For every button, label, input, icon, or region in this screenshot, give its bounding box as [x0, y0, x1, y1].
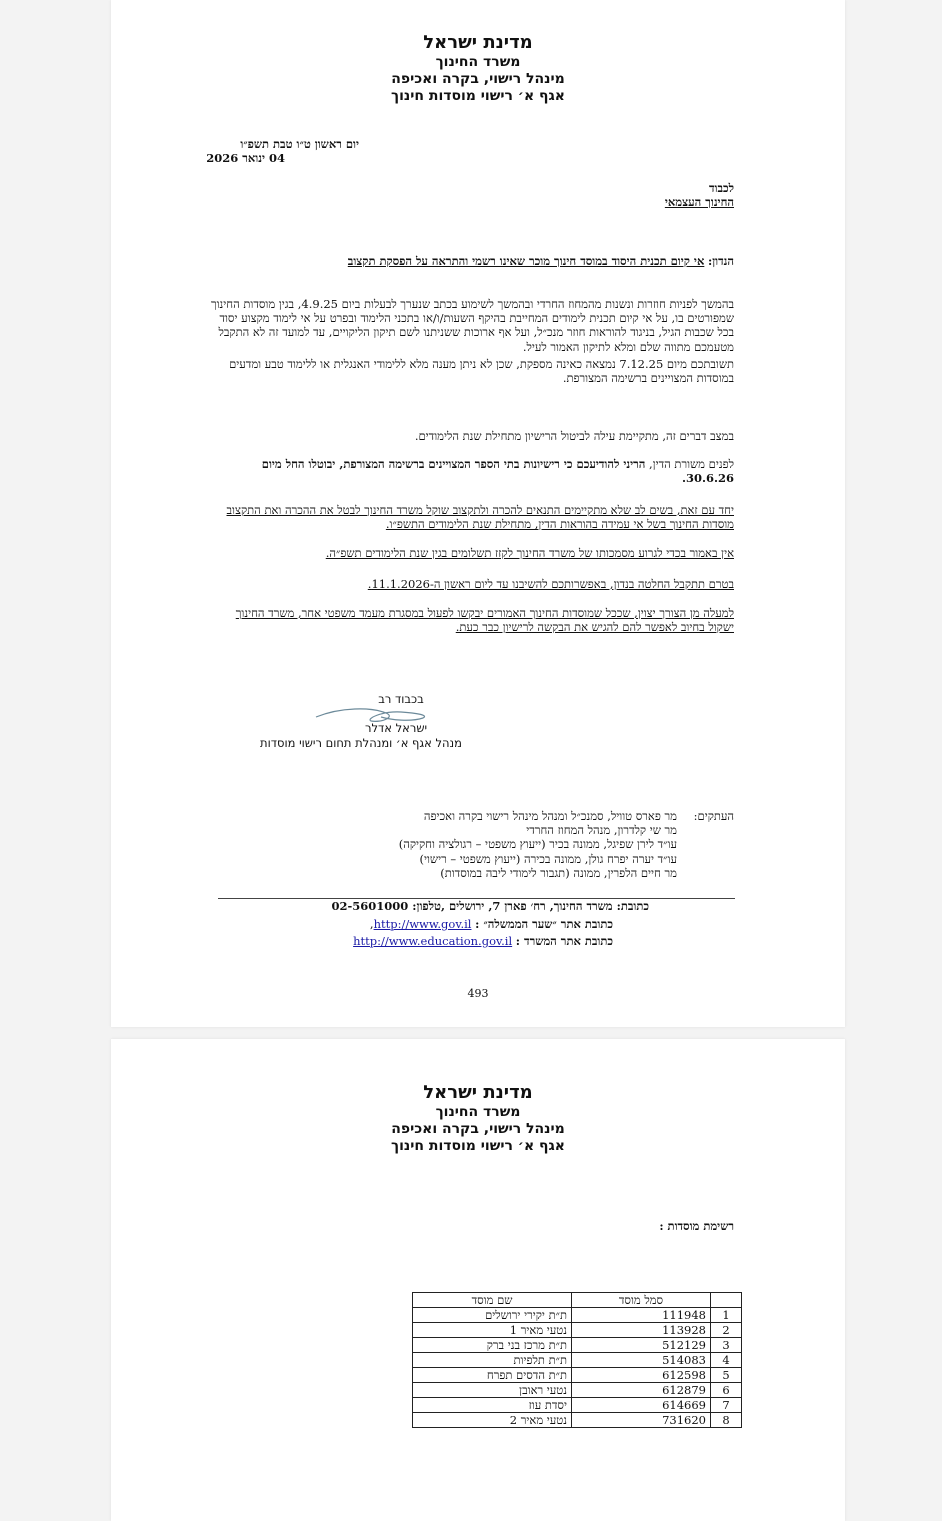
paragraph-7: למעלה מן הצורך יצוין, שככל שמוסדות החינוך האמורים יבקשו לפעול במסגרת מעמד משפטי אחר, משרד החינוך ישקול בחיוב לאפשר להם להגיש את הבקשה לרישיון כבר כעת.	[235, 606, 734, 635]
header-cell-index	[711, 1293, 742, 1308]
signature-title: מנהל אגף א׳ ומנהלת תחום רישוי מוסדות	[260, 736, 462, 750]
letterhead-ministry: משרד החינוך	[435, 1104, 521, 1120]
paragraph-4-plain: לפנים משורת הדין,	[645, 457, 734, 471]
cell-code: 514083	[572, 1353, 711, 1368]
cell-code: 113928	[572, 1323, 711, 1338]
header-cell-code: סמל מוסד	[572, 1293, 711, 1308]
cell-index: 4	[711, 1353, 742, 1368]
copy-item: מר פארס טוויל, סמנכ״ל ומנהל מינהל רישוי בקרה ואכיפה	[423, 809, 677, 823]
letter-page-1	[111, 0, 845, 1027]
letterhead-state: מדינת ישראל	[423, 32, 533, 53]
footer-ministry-site	[213, 934, 613, 948]
subject-text: אי קיום תכנית היסוד במוסד חינוך מוכר שאינו רשמי והתראה על הפסקת תקצוב	[347, 254, 705, 268]
cell-code: 614669	[572, 1398, 711, 1413]
letterhead-division: אגף א׳ רישוי מוסדות חינוך	[391, 88, 565, 104]
table-row	[413, 1323, 742, 1338]
paragraph-1: בהמשך לפניות חוזרות ונשנות מהמחוז החרדי ובהמשך לשימוע בכתב שנערך לבעלות ביום 4.9.25, בגין מוסדות החינוך שמפורטים בו, על אי קיום תכנית לימודים המחייבת בהיקף השעות/ו/או בתכני הלימוד ובפרט על אי לימוד מקצוע יסוד בכל שכבות הגיל, בניגוד להוראות חוזר מנכ״ל, ועל אף ארוכות ששניתנו לשם תיקון הליקויים, עד למועד זה לא התקבל מטעמכם מתווה שלם ומלא לתיקון האמור לעיל.	[210, 297, 734, 354]
table-row	[413, 1413, 742, 1428]
institutions-table	[412, 1292, 742, 1428]
table-row	[413, 1308, 742, 1323]
table-header-row	[413, 1293, 742, 1308]
footer-gov-site: כתובת אתר ״שער הממשלה״ : http://www.gov.il,	[369, 917, 613, 931]
cell-name: נטעי מאיר 2	[413, 1413, 572, 1428]
letterhead-ministry: משרד החינוך	[435, 54, 521, 70]
subject-line	[254, 254, 734, 268]
cell-code: 612879	[572, 1383, 711, 1398]
ministry-site-label: כתובת אתר המשרד :	[515, 934, 613, 948]
paragraph-3: במצב דברים זה, מתקיימת עילה לביטול הרישיון מתחילת שנת הלימודים.	[414, 429, 734, 443]
date-hebrew: יום ראשון ט״ו טבת תשפ״ו	[240, 137, 359, 151]
cell-name: נטעי מאיר 1	[413, 1323, 572, 1338]
letterhead-division: אגף א׳ רישוי מוסדות חינוך	[391, 1138, 565, 1154]
letterhead-administration: מינהל רישוי, בקרה ואכיפה	[391, 71, 565, 87]
date-gregorian: 04 ינואר 2026	[206, 151, 285, 165]
signature-closing: בכבוד רב	[378, 692, 424, 706]
cell-code: 612598	[572, 1368, 711, 1383]
page-number: 493	[467, 987, 489, 1000]
table-row	[413, 1383, 742, 1398]
paragraph-4-bold: הריני להודיעכם כי רישיונות בתי הספר המצויינים ברשימה המצורפת, יבוטלו החל מיום 30.6.26.	[261, 457, 734, 486]
cell-code: 731620	[572, 1413, 711, 1428]
cell-name: ת״ת הדסים תפרח	[413, 1368, 572, 1383]
letter-page-2	[111, 1039, 845, 1521]
gov-site-label: כתובת אתר ״שער הממשלה״ :	[475, 917, 613, 931]
paragraph-5: יחד עם זאת, בשים לב שלא מתקיימים התנאים להכרה ולתקצוב שוקל משרד החינוך לבטל את ההכרה ואת התקצוב מוסדות החינוך בשל אי עמידה בהוראות הדין, מתחילת שנת הלימודים התשפ״ו.	[226, 503, 734, 532]
addressee-salutation: לכבוד	[708, 181, 734, 195]
footer-address: כתובת: משרד החינוך, רח׳ פארן 7, ירושלים ,טלפון: 02-5601000	[331, 899, 649, 913]
cell-code: 111948	[572, 1308, 711, 1323]
copy-item: מר חיים הלפרין, ממונה (תגבור לימודי ליבה במוסדות)	[440, 865, 677, 880]
addressee-name: החינוך העצמאי	[664, 195, 734, 209]
cell-name: נטעי ראובן	[413, 1383, 572, 1398]
letterhead-state: מדינת ישראל	[423, 1082, 533, 1103]
paragraph-4	[210, 457, 734, 485]
paragraph-2: תשובתכם מיום 7.12.25 נמצאה כאינה מספקת, שכן לא ניתן מענה מלא ללימודי האנגלית או ללימוד טבע ומדעים במוסדות המצויינים ברשימה המצורפת.	[229, 357, 734, 386]
cell-index: 8	[711, 1413, 742, 1428]
gov-site-link[interactable]: http://www.gov.il	[373, 917, 472, 931]
paragraph-5b: אין באמור בכדי לגרוע מסמכותו של משרד החינוך לקזז תשלומים בגין שנת הלימודים תשפ״ה.	[325, 546, 734, 560]
cell-index: 1	[711, 1308, 742, 1323]
cell-code: 512129	[572, 1338, 711, 1353]
paragraph-6: בטרם תתקבל החלטה בנדון, באפשרותכם להשיבנו עד ליום ראשון ה-11.1.2026.	[367, 577, 734, 591]
signature-name: ישראל אדלר	[364, 721, 428, 735]
copies-list	[357, 809, 677, 880]
cell-index: 5	[711, 1368, 742, 1383]
copies-label: העתקים:	[693, 809, 734, 823]
institutions-list-title: רשימת מוסדות :	[659, 1219, 734, 1233]
cell-index: 2	[711, 1323, 742, 1338]
copy-item: עו״ד יערה יפרח גולן, ממונה בכירה (ייעוץ משפטי – רישוי)	[419, 851, 677, 866]
letterhead-administration: מינהל רישוי, בקרה ואכיפה	[391, 1121, 565, 1137]
table-row	[413, 1338, 742, 1353]
ministry-site-link[interactable]: http://www.education.gov.il	[353, 934, 513, 948]
cell-index: 7	[711, 1398, 742, 1413]
cell-name: ת״ת יקירי ירושלים	[413, 1308, 572, 1323]
cell-index: 6	[711, 1383, 742, 1398]
table-row	[413, 1353, 742, 1368]
copy-item: עו״ד לירן שפיגל, ממונה בכיר (ייעוץ משפטי – רגולציה וחקיקה)	[398, 837, 677, 852]
cell-name: ת״ת תלפיות	[413, 1353, 572, 1368]
table-row	[413, 1368, 742, 1383]
table-row	[413, 1398, 742, 1413]
subject-label: הנדון:	[707, 254, 734, 268]
cell-name: יסדת עוז	[413, 1398, 572, 1413]
copy-item: מר שי קלדרון, מנהל המחוז החרדי	[526, 823, 677, 838]
header-cell-name: שם מוסד	[413, 1293, 572, 1308]
cell-index: 3	[711, 1338, 742, 1353]
cell-name: ת״ת מרכז בני ברק	[413, 1338, 572, 1353]
